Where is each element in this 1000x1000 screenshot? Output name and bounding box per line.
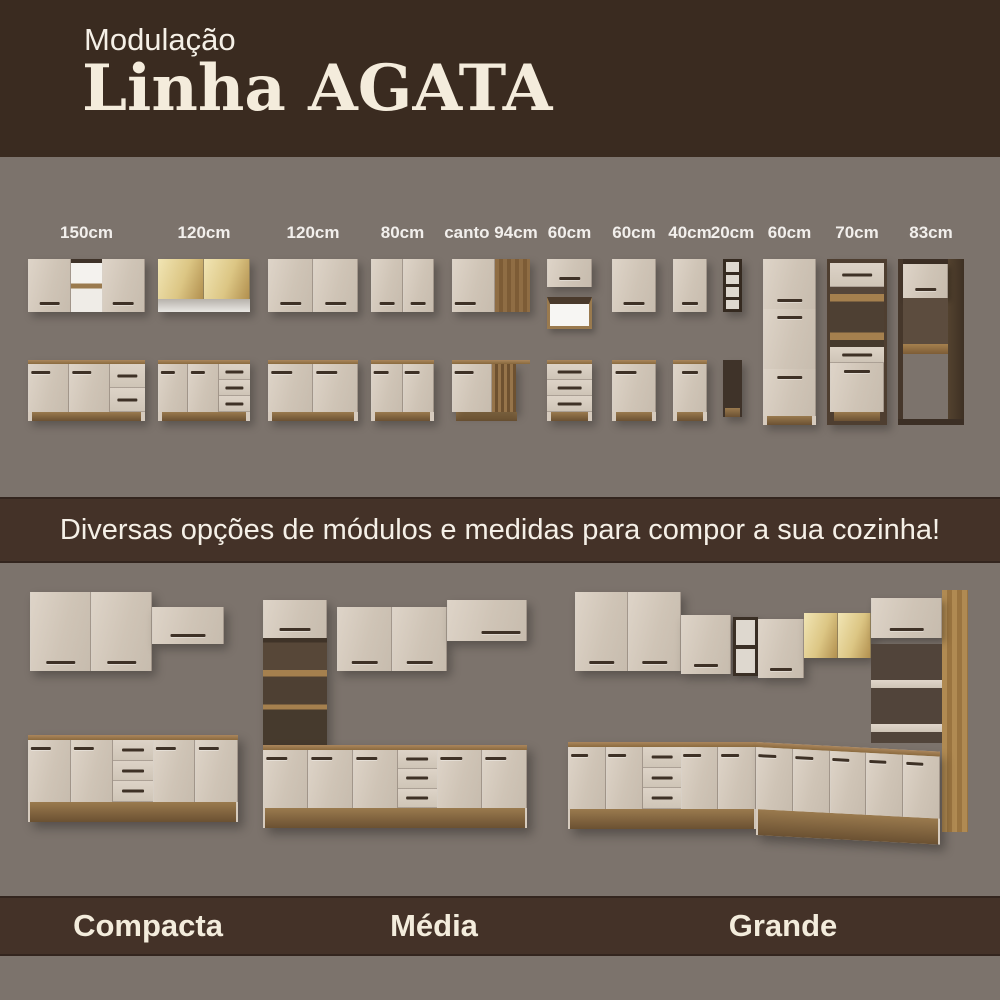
- drawer-stack: [643, 747, 681, 809]
- cabinet-door: [758, 619, 804, 678]
- kitchen-label-compacta: Compacta: [73, 908, 223, 943]
- cabinet-door: [871, 598, 942, 638]
- cabinet-door: [28, 259, 71, 312]
- cabinet-door: [452, 259, 495, 312]
- cabinet-body: [28, 740, 238, 802]
- shelf-slot: [736, 620, 755, 645]
- cabinet-door: [371, 364, 403, 412]
- plinth: [162, 412, 246, 421]
- cabinet-door: [673, 364, 707, 412]
- wall-cabinet-glass: [158, 259, 250, 312]
- cabinet-door: [403, 364, 435, 412]
- cabinet-door: [263, 600, 327, 638]
- drawer-stack: [398, 750, 438, 808]
- drawer: [398, 750, 438, 769]
- wall-cabinet: [268, 259, 358, 312]
- module-size-label: 120cm: [177, 223, 231, 242]
- glass-pane: [158, 259, 204, 299]
- open-niche: [871, 644, 942, 680]
- microwave-niche: [547, 297, 592, 329]
- cabinet-door: [153, 740, 196, 802]
- drawer: [110, 364, 145, 388]
- base-cabinet: [673, 360, 707, 421]
- narrow-base-unit: [723, 360, 742, 417]
- open-back: [903, 298, 948, 344]
- cabinet-door: [158, 364, 188, 412]
- drawer: [219, 396, 250, 412]
- header: [0, 0, 1000, 157]
- drawer: [113, 761, 153, 782]
- corner-wood-panel: [492, 364, 516, 412]
- base-cabinet: [158, 360, 250, 421]
- cabinet-door: [793, 749, 830, 813]
- module-size-label: 60cm: [547, 223, 592, 242]
- wall-cabinet: [575, 592, 681, 671]
- open-shelves: [263, 638, 327, 745]
- cabinet-door: [612, 364, 656, 412]
- corner-base-cabinet: [452, 360, 530, 421]
- drawer: [830, 347, 884, 363]
- plinth: [834, 412, 880, 421]
- plinth: [570, 809, 754, 829]
- wall-cabinet: [547, 259, 592, 287]
- open-niche: [871, 688, 942, 724]
- drawer: [113, 781, 153, 802]
- footer-band: [0, 896, 1000, 956]
- shelf-slot: [736, 649, 755, 674]
- base-cabinet-run: [28, 735, 238, 822]
- wall-cabinet: [681, 615, 731, 674]
- cabinet-body: [547, 364, 592, 412]
- cabinet-body: [452, 364, 516, 412]
- wall-cabinet: [447, 600, 527, 641]
- corner-open-shelves: [733, 617, 758, 676]
- drawer-stack: [113, 740, 153, 802]
- cabinet-door: [452, 364, 492, 412]
- module-size-label: 80cm: [380, 223, 425, 242]
- cabinet-door: [353, 750, 398, 808]
- plinth: [265, 808, 525, 828]
- cabinet-door: [612, 259, 656, 312]
- cabinet-door: [437, 750, 482, 808]
- cabinet-door: [575, 592, 628, 671]
- base-cabinet: [268, 360, 358, 421]
- cabinet-door: [628, 592, 681, 671]
- base-cabinet: [547, 360, 592, 421]
- top-cabinet: [871, 598, 942, 638]
- plinth: [30, 802, 236, 822]
- module-size-label: 60cm: [767, 223, 812, 242]
- module-size-label: 120cm: [286, 223, 340, 242]
- oven-niche: [830, 287, 884, 347]
- cabinet-door: [681, 615, 731, 674]
- cabinet-door: [756, 747, 793, 811]
- cabinet-door: [673, 259, 707, 312]
- cabinet-body: [612, 364, 656, 412]
- banner-text: Diversas opções de módulos e medidas para compor a sua cozinha!: [59, 513, 941, 546]
- kitchens-section: [0, 563, 1000, 896]
- cabinet-door: [718, 747, 756, 809]
- wall-cabinet: [673, 259, 707, 312]
- cabinet-body: [268, 364, 358, 412]
- drawer: [398, 769, 438, 788]
- cabinet-door: [371, 259, 403, 312]
- drawer-stack: [547, 364, 592, 412]
- module-size-label: 150cm: [60, 223, 113, 242]
- plinth: [767, 416, 812, 425]
- cabinet-door: [403, 259, 435, 312]
- open-shelf: [158, 299, 250, 312]
- glass-pane: [204, 259, 250, 299]
- cabinet-door: [268, 364, 313, 412]
- cabinet-door: [337, 607, 392, 671]
- kitchen-label-grande: Grande: [728, 908, 838, 943]
- cabinet-door: [69, 364, 110, 412]
- tall-shelf-unit: [263, 600, 327, 745]
- rack-slot: [726, 300, 739, 310]
- cabinet-door: [30, 592, 91, 671]
- open-shelf: [71, 259, 101, 312]
- wall-cabinet: [337, 607, 447, 671]
- cabinet-door: [188, 364, 218, 412]
- drawer: [643, 788, 681, 809]
- shelf-band: [871, 680, 942, 688]
- cabinet-door: [28, 364, 69, 412]
- wall-cabinet: [30, 592, 152, 671]
- bottle-rack: [723, 259, 742, 312]
- drawer-stack: [110, 364, 145, 412]
- cabinet-body: [673, 364, 707, 412]
- base-cabinet-run: [263, 745, 527, 828]
- module-size-label: 83cm: [909, 223, 953, 242]
- wall-cabinet: [152, 607, 224, 644]
- frame-bottom-rail: [898, 419, 964, 425]
- cabinet-body: [263, 750, 527, 808]
- base-cabinet: [28, 360, 145, 421]
- corner-wood-panel: [495, 259, 530, 312]
- cabinet-door: [102, 259, 145, 312]
- drawer: [110, 388, 145, 412]
- cabinet-door: [263, 750, 308, 808]
- frame-right-panel: [948, 259, 964, 425]
- cabinet-door: [313, 364, 358, 412]
- open-niche: [871, 732, 942, 743]
- cabinet-door: [308, 750, 353, 808]
- header-kicker: Modulação: [84, 22, 236, 57]
- drawer: [547, 364, 592, 380]
- cabinet-door: [91, 592, 152, 671]
- cabinet-door: [313, 259, 358, 312]
- cabinet-door: [568, 747, 606, 809]
- cabinet-door: [830, 751, 867, 815]
- drawer-stack: [219, 364, 250, 412]
- wall-cabinet: [612, 259, 656, 312]
- wall-cabinet: [758, 619, 804, 678]
- tall-pantry-cabinet: [763, 259, 816, 425]
- drawer: [219, 364, 250, 380]
- rack-slot: [726, 275, 739, 285]
- cabinet-door: [763, 369, 816, 416]
- module-size-label: 20cm: [710, 223, 755, 242]
- cabinet-door: [152, 607, 224, 644]
- top-cabinet: [903, 264, 948, 298]
- cabinet-body: [28, 364, 145, 412]
- drawer: [830, 263, 884, 287]
- modules-section: [0, 157, 1000, 497]
- cabinet-door: [830, 363, 884, 412]
- plinth: [616, 412, 652, 421]
- cabinet-door: [763, 309, 816, 369]
- cabinet-door: [482, 750, 527, 808]
- cabinet-door: [547, 259, 592, 287]
- wood-shelf: [903, 344, 948, 354]
- base-cabinet-run-angled: [756, 742, 940, 845]
- cabinet-door: [606, 747, 644, 809]
- cabinet-door: [71, 740, 114, 802]
- cabinet-door: [763, 259, 816, 309]
- cabinet-door: [447, 600, 527, 641]
- fridge-frame-unit: [898, 259, 964, 425]
- base-cabinet: [612, 360, 656, 421]
- module-size-label: 70cm: [835, 223, 879, 242]
- corner-wall-cabinet: [452, 259, 530, 312]
- plinth: [677, 412, 703, 421]
- glass-doors: [158, 259, 250, 299]
- cabinet-door: [392, 607, 447, 671]
- plinth: [375, 412, 430, 421]
- module-size-label: canto 94cm: [444, 223, 538, 242]
- glass-pane: [838, 613, 872, 658]
- tall-oven-cabinet: [827, 259, 887, 425]
- base-cabinet-run: [568, 742, 756, 829]
- cabinet-door: [195, 740, 238, 802]
- cabinet-body: [723, 360, 742, 408]
- module-size-label: 40cm: [668, 223, 712, 242]
- drawer: [219, 380, 250, 396]
- wall-cabinet: [28, 259, 145, 312]
- plinth: [272, 412, 354, 421]
- plinth: [725, 408, 740, 417]
- cabinet-door: [28, 740, 71, 802]
- kitchen-label-media: Média: [390, 908, 478, 943]
- cabinet-body: [568, 747, 756, 809]
- cabinet-door: [866, 753, 903, 817]
- drawer: [643, 768, 681, 789]
- base-cabinet: [371, 360, 434, 421]
- plinth: [456, 412, 517, 421]
- glass-pane: [804, 613, 838, 658]
- page-title: Linha AGATA: [82, 51, 553, 126]
- wood-side-panel: [942, 590, 968, 832]
- module-column-83cm-tall: [898, 223, 964, 389]
- banner: [0, 497, 1000, 563]
- drawer: [398, 789, 438, 808]
- drawer: [547, 396, 592, 412]
- cabinet-door: [268, 259, 313, 312]
- drawer: [547, 380, 592, 396]
- cabinet-door: [681, 747, 719, 809]
- cabinet-body: [371, 364, 434, 412]
- cabinet-body: [158, 364, 250, 412]
- wall-cabinet: [371, 259, 434, 312]
- cabinet-door: [903, 755, 940, 819]
- drawer: [643, 747, 681, 768]
- rack-slot: [726, 262, 739, 272]
- drawer: [113, 740, 153, 761]
- cabinet-body: [756, 747, 940, 819]
- shelf-band: [871, 724, 942, 732]
- module-size-label: 60cm: [612, 223, 656, 242]
- glass-wall-cabinet: [804, 613, 871, 658]
- rack-slot: [726, 287, 739, 297]
- plinth: [551, 412, 588, 421]
- plinth: [32, 412, 141, 421]
- cabinet-door: [903, 264, 948, 298]
